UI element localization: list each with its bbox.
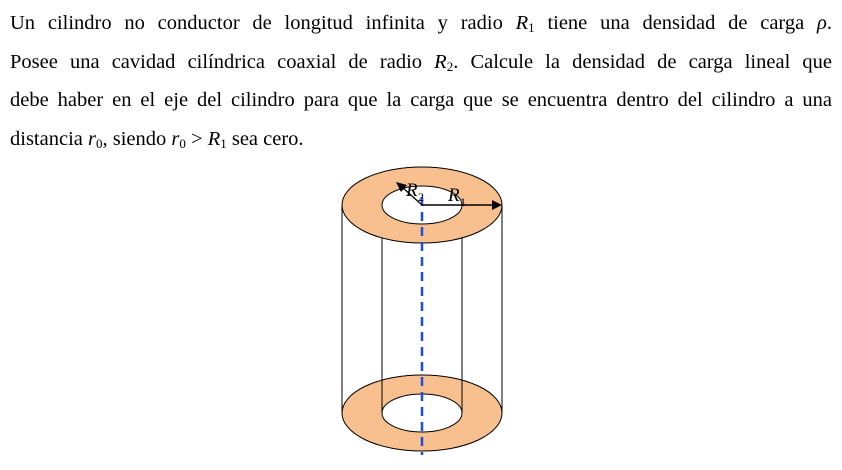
label-r1-sub: 1 xyxy=(460,195,466,209)
subscript: 0 xyxy=(95,135,103,151)
label-r1: R xyxy=(448,185,460,206)
var-rho: ρ xyxy=(817,12,827,34)
hollow-cylinder-diagram xyxy=(330,165,510,465)
var-r: r xyxy=(171,127,180,150)
problem-line-3: debe haber en el eje del cilindro para que la carga que se encuentra dentro del cilindro a una xyxy=(10,89,832,111)
subscript: 0 xyxy=(179,135,186,151)
text-segment: distancia xyxy=(10,127,88,150)
problem-line-4 xyxy=(10,120,832,159)
problem-line-1 xyxy=(10,4,832,43)
label-r2-sub: 2 xyxy=(418,190,424,204)
subscript: 1 xyxy=(220,135,227,151)
label-r2: R xyxy=(406,180,418,201)
var-R: R xyxy=(434,50,447,73)
var-r: r xyxy=(88,127,96,150)
problem-line-2 xyxy=(10,43,832,82)
text-segment: . xyxy=(826,12,832,34)
subscript: 2 xyxy=(446,58,454,74)
problem-statement xyxy=(10,4,832,158)
text-segment: sea cero. xyxy=(226,127,304,150)
text-segment: tiene una densidad de carga xyxy=(534,12,818,34)
text-segment: Posee una cavidad cilíndrica coaxial de radio xyxy=(10,50,435,73)
var-R: R xyxy=(515,12,529,34)
text-segment: Un cilindro no conductor de longitud infinita y radio xyxy=(10,12,516,34)
text-segment: , siendo xyxy=(102,127,172,150)
var-R: R xyxy=(207,127,221,150)
subscript: 1 xyxy=(528,20,535,35)
text-segment: . Calcule la densidad de carga lineal que xyxy=(453,50,832,73)
text-segment: > xyxy=(185,127,208,150)
